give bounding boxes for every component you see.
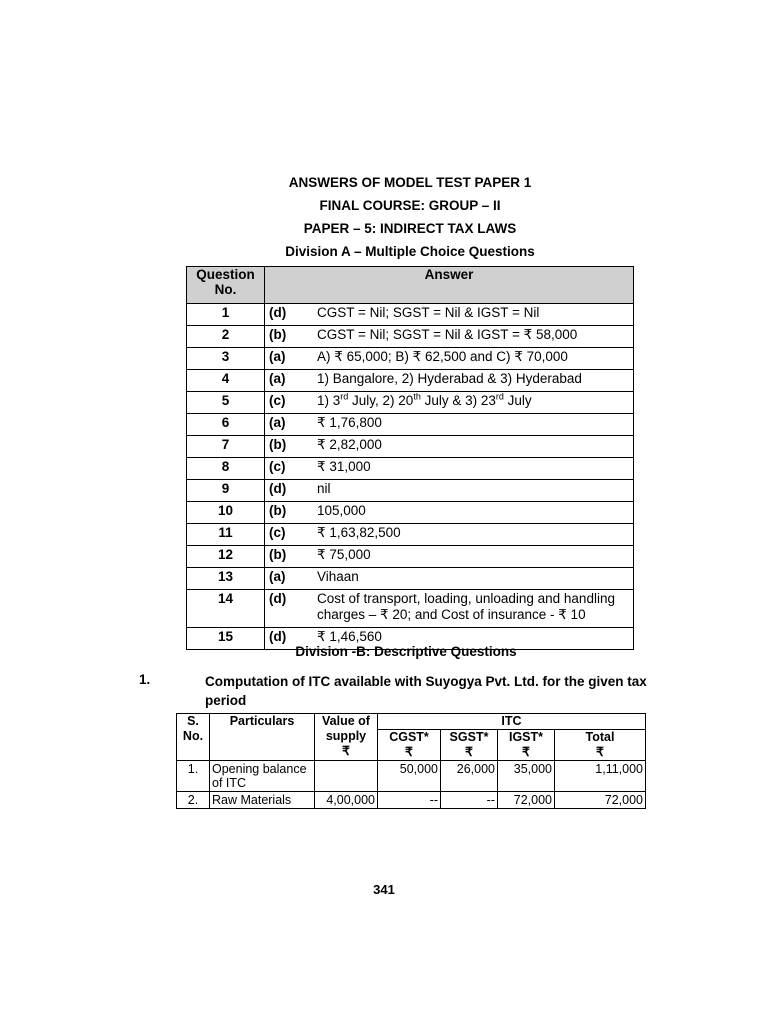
cgst-cell: 50,000: [378, 761, 441, 792]
table-row: [187, 348, 634, 370]
answer-cell: [265, 392, 634, 414]
itc-header: ITC: [378, 714, 646, 730]
division-b-title: Division -B: Descriptive Questions: [295, 644, 517, 659]
table-row: [187, 480, 634, 502]
answer-cell: [265, 326, 634, 348]
rupee-symbol: ₹: [342, 744, 350, 758]
question-number-cell: 8: [187, 458, 265, 480]
sno-cell: 1.: [177, 761, 210, 792]
sgst-cell: 26,000: [441, 761, 498, 792]
rupee-symbol: ₹: [522, 745, 530, 759]
answer-text: Vihaan: [317, 569, 359, 584]
answer-header: Answer: [265, 267, 634, 304]
question-no-header: Question No.: [187, 267, 265, 304]
table-row: [187, 524, 634, 546]
particulars-header: Particulars: [210, 714, 315, 761]
answer-option: (d): [269, 481, 287, 496]
table-row: [177, 792, 646, 809]
question-number-cell: 9: [187, 480, 265, 502]
question-number-cell: 14: [187, 590, 265, 628]
total-cell: 1,11,000: [555, 761, 646, 792]
particulars-cell: Opening balance of ITC: [210, 761, 315, 792]
igst-cell: 72,000: [498, 792, 555, 809]
table-row: [187, 546, 634, 568]
question-heading: Computation of ITC available with Suyogya Pvt. Ltd. for the given tax period: [205, 674, 647, 708]
answer-option: (b): [269, 437, 287, 452]
answer-cell: [265, 502, 634, 524]
answer-option: (a): [269, 371, 286, 386]
answer-option: (c): [269, 393, 286, 408]
question-number-cell: 3: [187, 348, 265, 370]
answer-option: (a): [269, 349, 286, 364]
answer-text: ₹ 1,63,82,500: [317, 525, 401, 540]
answer-text: ₹ 1,46,560: [317, 629, 382, 644]
rupee-symbol: ₹: [465, 745, 473, 759]
answer-cell: [265, 458, 634, 480]
answer-option: (b): [269, 547, 287, 562]
answer-option: (c): [269, 459, 286, 474]
rupee-symbol: ₹: [596, 745, 604, 759]
question-number-cell: 12: [187, 546, 265, 568]
total-header: [555, 730, 646, 761]
course-title: FINAL COURSE: GROUP – II: [319, 198, 501, 213]
question-number-cell: 11: [187, 524, 265, 546]
page-number: 341: [373, 882, 395, 897]
sgst-header: [441, 730, 498, 761]
answer-option: (d): [269, 591, 287, 606]
question-number-cell: 15: [187, 628, 265, 650]
answer-text: A) ₹ 65,000; B) ₹ 62,500 and C) ₹ 70,000: [317, 349, 568, 364]
answer-text: nil: [317, 481, 331, 496]
answer-text: CGST = Nil; SGST = Nil & IGST = ₹ 58,000: [317, 327, 578, 342]
sno-cell: 2.: [177, 792, 210, 809]
question-number: 1.: [139, 672, 151, 687]
answer-text: ₹ 2,82,000: [317, 437, 382, 452]
answer-cell: [265, 436, 634, 458]
igst-cell: 35,000: [498, 761, 555, 792]
answer-text: ₹ 31,000: [317, 459, 371, 474]
answer-option: (d): [269, 629, 287, 644]
table-row: [187, 458, 634, 480]
table-row: [187, 436, 634, 458]
table-row: [187, 370, 634, 392]
division-a-title: Division A – Multiple Choice Questions: [285, 244, 535, 259]
table-row: [187, 392, 634, 414]
value-cell: [315, 761, 378, 792]
answer-cell: [265, 480, 634, 502]
answer-cell: [265, 370, 634, 392]
rupee-symbol: ₹: [405, 745, 413, 759]
igst-label: IGST*: [508, 730, 544, 744]
answer-option: (d): [269, 305, 287, 320]
answer-cell: [265, 348, 634, 370]
cgst-cell: --: [378, 792, 441, 809]
answer-option: (a): [269, 569, 286, 584]
particulars-cell: Raw Materials: [210, 792, 315, 809]
table-row: [187, 414, 634, 436]
itc-computation-table: [176, 713, 646, 809]
paper-title: PAPER – 5: INDIRECT TAX LAWS: [303, 221, 517, 236]
value-header-label: Value of supply: [322, 714, 370, 743]
question-number-cell: 1: [187, 304, 265, 326]
table-row: [187, 326, 634, 348]
answer-option: (c): [269, 525, 286, 540]
answer-cell: [265, 304, 634, 326]
question-number-cell: 5: [187, 392, 265, 414]
sgst-label: SGST*: [449, 730, 489, 744]
total-label: Total: [585, 730, 615, 744]
question-number-cell: 13: [187, 568, 265, 590]
total-cell: 72,000: [555, 792, 646, 809]
mcq-answer-table: [186, 266, 634, 650]
table-row: [187, 502, 634, 524]
question-number-cell: 7: [187, 436, 265, 458]
answer-text: ₹ 75,000: [317, 547, 371, 562]
answer-cell: [265, 546, 634, 568]
answer-cell: [265, 414, 634, 436]
answer-option: (b): [269, 503, 287, 518]
answer-option: (b): [269, 327, 287, 342]
answer-text: 1) 3rd July, 2) 20th July & 3) 23rd July: [317, 391, 532, 408]
igst-header: [498, 730, 555, 761]
answer-text: Cost of transport, loading, unloading and handling charges – ₹ 20; and Cost of insurance - ₹ 10: [317, 591, 615, 622]
table-row: [187, 568, 634, 590]
answer-text: 105,000: [317, 503, 366, 518]
value-header: [315, 714, 378, 761]
sno-header: S. No.: [177, 714, 210, 761]
answer-text: CGST = Nil; SGST = Nil & IGST = Nil: [317, 305, 540, 320]
table-row: [187, 590, 634, 628]
page-title: ANSWERS OF MODEL TEST PAPER 1: [288, 175, 532, 190]
sgst-cell: --: [441, 792, 498, 809]
cgst-header: [378, 730, 441, 761]
cgst-label: CGST*: [389, 730, 429, 744]
question-number-cell: 6: [187, 414, 265, 436]
answer-cell: [265, 590, 634, 628]
question-number-cell: 4: [187, 370, 265, 392]
value-cell: 4,00,000: [315, 792, 378, 809]
table-row: [177, 761, 646, 792]
answer-cell: [265, 524, 634, 546]
answer-text: ₹ 1,76,800: [317, 415, 382, 430]
answer-cell: [265, 568, 634, 590]
answer-option: (a): [269, 415, 286, 430]
answer-text: 1) Bangalore, 2) Hyderabad & 3) Hyderabad: [317, 371, 582, 386]
question-number-cell: 2: [187, 326, 265, 348]
question-number-cell: 10: [187, 502, 265, 524]
table-row: [187, 304, 634, 326]
